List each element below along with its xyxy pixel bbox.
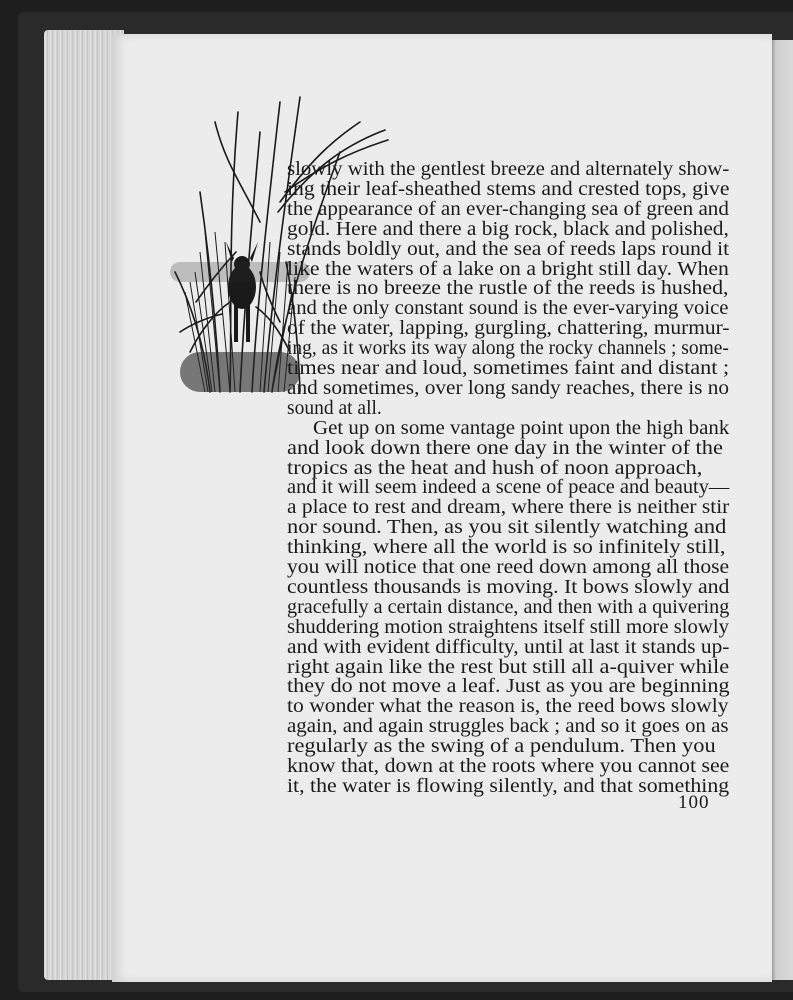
text-line: slowly with the gentlest breeze and alternately show- (287, 159, 730, 180)
text-line: stands boldly out, and the sea of reeds laps round it (287, 238, 730, 260)
text-line: regularly as the swing of a pendulum. Then you (287, 736, 716, 758)
text-line: and look down there one day in the winter of the (287, 437, 723, 459)
text-line: and with evident difficulty, until at last it stands up- (287, 636, 730, 658)
text-line: it, the water is flowing silently, and that something (287, 775, 730, 797)
text-line: you will notice that one reed down among all those (287, 557, 730, 578)
text-line: there is no breeze the rustle of the reeds is hushed, (287, 278, 729, 300)
text-line: thinking, where all the world is so infinitely still, (287, 537, 726, 559)
text-line: and the only constant sound is the ever-varying voice (287, 298, 729, 320)
text-line: and sometimes, over long sandy reaches, there is no (287, 377, 730, 399)
text-line: Get up on some vantage point upon the high bank (313, 417, 730, 439)
text-line: ing their leaf-sheathed stems and crested tops, give (287, 178, 730, 200)
page-number: 100 (678, 791, 710, 813)
text-line: a place to rest and dream, where there is neither stir (287, 497, 730, 519)
text-line: gracefully a certain distance, and then with a quivering (287, 596, 730, 618)
text-line: the appearance of an ever-changing sea of green and (287, 198, 729, 220)
text-line: right again like the rest but still all a-quiver while (287, 656, 730, 678)
text-line: like the waters of a lake on a bright still day. When (287, 258, 729, 280)
text-line: tropics as the heat and hush of noon approach, (287, 457, 703, 479)
text-line: nor sound. Then, as you sit silently watching and (287, 517, 727, 539)
text-line: sound at all. (287, 397, 382, 419)
text-line: shuddering motion straightens itself still more slowly (287, 616, 729, 638)
text-line: again, and again struggles back ; and so it goes on as (287, 716, 729, 738)
text-line: they do not move a leaf. Just as you are beginning (287, 676, 730, 698)
text-line: know that, down at the roots where you cannot see (287, 756, 730, 777)
text-line: to wonder what the reason is, the reed bows slowly (287, 696, 729, 718)
text-line: of the water, lapping, gurgling, chattering, murmur- (287, 318, 730, 340)
text-line: times near and loud, sometimes faint and distant ; (287, 358, 730, 379)
text-line: and it will seem indeed a scene of peace and beauty— (287, 477, 730, 499)
text-line: gold. Here and there a big rock, black and polished, (287, 218, 729, 240)
text-line: countless thousands is moving. It bows slowly and (287, 576, 730, 598)
text-line: ing, as it works its way along the rocky channels ; some- (287, 338, 729, 360)
